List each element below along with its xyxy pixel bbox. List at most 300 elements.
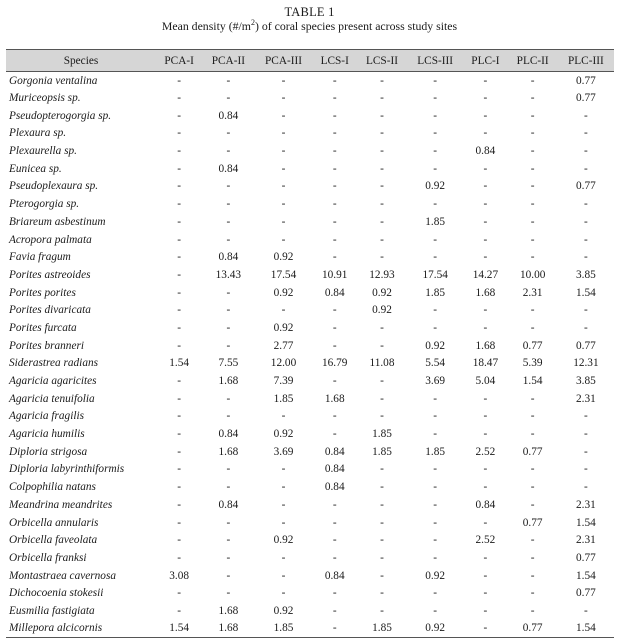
density-value-cell: -: [380, 587, 384, 600]
density-value-cell: 1.54: [169, 357, 190, 370]
density-value-cell: -: [332, 534, 337, 547]
density-value-cell: -: [530, 304, 535, 317]
species-name-cell: Plexaura sp.: [9, 127, 67, 140]
density-value-cell: -: [530, 551, 535, 564]
density-value-cell: -: [380, 180, 384, 193]
column-header-site: LCS-II: [357, 50, 407, 72]
density-value-cell: -: [226, 127, 231, 140]
density-value-cell: -: [226, 534, 231, 547]
density-value-cell: 0.77: [576, 587, 596, 600]
density-value-cell: 1.54: [558, 620, 614, 638]
density-value-cell: 16.79: [322, 357, 348, 370]
density-value-cell: 0.92: [425, 339, 446, 352]
density-value-cell: 1.85: [273, 392, 294, 405]
density-value-cell: -: [177, 127, 182, 140]
density-value-cell: -: [226, 463, 231, 476]
density-value-cell: 1.68: [218, 445, 239, 458]
table-row: [6, 461, 614, 479]
density-value-cell: -: [584, 145, 588, 158]
table-row: [6, 602, 614, 620]
table-row: [6, 408, 614, 426]
density-value-cell: -: [226, 286, 231, 299]
density-value-cell: -: [433, 534, 438, 547]
table-row: [6, 89, 614, 107]
density-value-cell: -: [433, 410, 438, 423]
density-value-cell: -: [584, 162, 588, 175]
density-value-cell: 5.54: [425, 357, 446, 370]
density-value-cell: -: [530, 428, 535, 441]
density-value-cell: 0.77: [522, 339, 543, 352]
density-value-cell: 0.84: [475, 145, 496, 158]
table-row: [6, 514, 614, 532]
density-value-cell: -: [281, 198, 286, 211]
density-value-cell: -: [380, 569, 384, 582]
density-value-cell: -: [177, 233, 182, 246]
density-value-cell: -: [483, 321, 488, 334]
density-value-cell: -: [380, 233, 384, 246]
density-value-cell: -: [483, 481, 488, 494]
density-value-cell: 0.84: [218, 251, 239, 264]
density-value-cell: -: [332, 198, 337, 211]
density-value-cell: -: [584, 215, 588, 228]
density-value-cell: -: [483, 215, 488, 228]
table-row: [6, 355, 614, 373]
table-row: [6, 301, 614, 319]
density-value-cell: -: [530, 534, 535, 547]
density-value-cell: -: [281, 162, 286, 175]
density-value-cell: -: [530, 198, 535, 211]
density-value-cell: 0.84: [475, 498, 496, 511]
density-value-cell: -: [281, 551, 286, 564]
density-value-cell: -: [380, 198, 384, 211]
species-name-cell: Orbicella annularis: [9, 516, 99, 529]
density-value-cell: -: [530, 180, 535, 193]
density-value-cell: -: [483, 463, 488, 476]
density-value-cell: 10.00: [519, 268, 546, 281]
density-value-cell: -: [530, 481, 535, 494]
table-row: [6, 496, 614, 514]
density-value-cell: 1.68: [218, 604, 239, 617]
density-value-cell: -: [313, 620, 357, 638]
density-value-cell: -: [380, 498, 384, 511]
density-value-cell: -: [433, 74, 438, 87]
density-value-cell: 0.84: [324, 569, 345, 582]
density-value-cell: 0.77: [576, 74, 596, 87]
density-value-cell: 1.68: [324, 392, 345, 405]
density-value-cell: -: [177, 321, 182, 334]
density-value-cell: -: [530, 127, 535, 140]
density-value-cell: -: [177, 162, 182, 175]
density-value-cell: 2.31: [522, 286, 543, 299]
species-name-cell: Eunicea sp.: [9, 162, 62, 175]
density-value-cell: -: [433, 428, 438, 441]
density-value-cell: -: [332, 251, 337, 264]
density-value-cell: -: [281, 481, 286, 494]
species-name-cell: Siderastrea radians: [9, 357, 99, 370]
density-value-cell: 3.08: [169, 569, 190, 582]
density-value-cell: -: [177, 251, 182, 264]
density-value-cell: -: [483, 551, 488, 564]
density-value-cell: -: [483, 587, 488, 600]
density-value-cell: -: [177, 392, 182, 405]
density-value-cell: 2.31: [576, 534, 596, 547]
table-row: [6, 125, 614, 143]
density-value-cell: -: [584, 109, 588, 122]
density-value-cell: 0.92: [273, 604, 294, 617]
density-value-cell: -: [483, 392, 488, 405]
density-value-cell: 2.31: [576, 498, 596, 511]
density-value-cell: -: [483, 198, 488, 211]
density-value-cell: -: [530, 410, 535, 423]
density-value-cell: -: [530, 498, 535, 511]
density-value-cell: 1.54: [576, 516, 596, 529]
table-row: [6, 584, 614, 602]
density-value-cell: -: [380, 74, 384, 87]
density-value-cell: -: [332, 162, 337, 175]
density-value-cell: -: [226, 339, 231, 352]
table-title-superscript: 2: [250, 18, 255, 28]
density-value-cell: -: [530, 463, 535, 476]
species-name-cell: Diploria strigosa: [9, 445, 88, 458]
density-value-cell: 3.69: [273, 445, 294, 458]
density-value-cell: -: [226, 215, 231, 228]
density-value-cell: -: [380, 604, 384, 617]
density-value-cell: 2.52: [475, 534, 496, 547]
density-value-cell: -: [332, 145, 337, 158]
density-value-cell: -: [380, 145, 384, 158]
density-value-cell: -: [332, 587, 337, 600]
density-value-cell: 1.54: [156, 620, 202, 638]
density-value-cell: 0.84: [218, 498, 239, 511]
density-value-cell: -: [281, 215, 286, 228]
density-value-cell: 0.92: [273, 321, 294, 334]
table-row: [6, 337, 614, 355]
density-value-cell: -: [226, 481, 231, 494]
density-value-cell: -: [584, 127, 588, 140]
density-value-cell: -: [332, 428, 337, 441]
density-value-cell: -: [332, 375, 337, 388]
table-title: [0, 19, 619, 33]
density-value-cell: -: [380, 551, 384, 564]
density-value-cell: -: [177, 304, 182, 317]
density-value-cell: -: [226, 410, 231, 423]
density-value-cell: -: [281, 180, 286, 193]
density-value-cell: 0.77: [576, 92, 596, 105]
density-value-cell: 0.84: [218, 109, 239, 122]
density-value-cell: 0.84: [324, 445, 345, 458]
table-title-text-end: ) of coral species present across study sites: [254, 19, 458, 33]
density-value-cell: -: [433, 498, 438, 511]
density-value-cell: -: [483, 569, 488, 582]
density-value-cell: -: [584, 428, 588, 441]
species-name-cell: Acropora palmata: [9, 233, 92, 246]
density-value-cell: -: [483, 233, 488, 246]
density-value-cell: -: [433, 109, 438, 122]
density-value-cell: -: [584, 604, 588, 617]
density-value-cell: 7.55: [218, 357, 239, 370]
density-value-cell: -: [332, 215, 337, 228]
density-value-cell: 7.39: [273, 375, 294, 388]
density-value-cell: -: [433, 321, 438, 334]
density-value-cell: -: [433, 551, 438, 564]
column-header-site: PLC-I: [463, 50, 507, 72]
density-value-cell: -: [433, 233, 438, 246]
density-value-cell: -: [332, 180, 337, 193]
density-value-cell: 1.68: [202, 620, 254, 638]
density-value-cell: -: [177, 534, 182, 547]
density-value-cell: 0.84: [324, 481, 345, 494]
density-value-cell: -: [177, 410, 182, 423]
density-value-cell: -: [177, 339, 182, 352]
column-header-site: PLC-II: [508, 50, 558, 72]
species-name-cell: Dichocoenia stokesii: [9, 587, 104, 600]
density-value-cell: -: [226, 551, 231, 564]
species-name-cell: Orbicella faveolata: [9, 534, 98, 547]
density-value-cell: -: [530, 109, 535, 122]
density-value-cell: -: [380, 92, 384, 105]
density-value-cell: -: [530, 321, 535, 334]
density-value-cell: -: [226, 516, 231, 529]
density-value-cell: 13.43: [215, 268, 242, 281]
density-value-cell: 0.77: [508, 620, 558, 638]
density-value-cell: -: [483, 180, 488, 193]
table-row: [6, 372, 614, 390]
density-value-cell: 0.92: [273, 428, 294, 441]
density-value-cell: 14.27: [472, 268, 499, 281]
species-name-cell: Meandrina meandrites: [9, 498, 113, 511]
density-value-cell: -: [332, 410, 337, 423]
density-value-cell: -: [332, 321, 337, 334]
density-value-cell: -: [177, 268, 182, 281]
density-value-cell: 0.84: [218, 162, 239, 175]
density-value-cell: -: [483, 92, 488, 105]
density-value-cell: -: [433, 92, 438, 105]
density-value-cell: 0.77: [576, 551, 596, 564]
density-value-cell: -: [380, 463, 384, 476]
density-value-cell: 0.92: [425, 569, 446, 582]
density-value-cell: 1.54: [576, 286, 596, 299]
species-name-cell: Muriceopsis sp.: [9, 92, 81, 105]
density-value-cell: -: [433, 604, 438, 617]
density-value-cell: -: [584, 463, 588, 476]
species-name-cell: Montastraea cavernosa: [9, 569, 116, 582]
density-value-cell: -: [332, 109, 337, 122]
density-value-cell: -: [530, 92, 535, 105]
density-value-cell: -: [281, 233, 286, 246]
density-value-cell: 3.69: [425, 375, 446, 388]
density-value-cell: 1.85: [254, 620, 312, 638]
density-value-cell: -: [483, 127, 488, 140]
species-name-cell: Porites divaricata: [9, 304, 91, 317]
density-value-cell: -: [530, 74, 535, 87]
density-value-cell: -: [226, 392, 231, 405]
density-value-cell: -: [433, 516, 438, 529]
density-value-cell: -: [433, 127, 438, 140]
density-value-cell: -: [281, 127, 286, 140]
density-value-cell: -: [380, 215, 384, 228]
density-value-cell: -: [332, 516, 337, 529]
density-value-cell: -: [584, 251, 588, 264]
density-value-cell: -: [332, 604, 337, 617]
table-row: [6, 160, 614, 178]
species-name-cell: Pseudopterogorgia sp.: [9, 109, 112, 122]
density-value-cell: -: [483, 604, 488, 617]
density-value-cell: -: [433, 162, 438, 175]
header-row: [6, 50, 614, 72]
density-value-cell: -: [530, 569, 535, 582]
density-value-cell: -: [380, 321, 384, 334]
density-value-cell: -: [177, 481, 182, 494]
density-value-cell: -: [483, 251, 488, 264]
species-name-cell: Agaricia humilis: [9, 428, 85, 441]
column-header-site: LCS-I: [313, 50, 357, 72]
density-value-cell: -: [177, 198, 182, 211]
table-row: [6, 107, 614, 125]
species-name-cell: Diploria labyrinthiformis: [9, 463, 125, 476]
density-value-cell: -: [433, 481, 438, 494]
column-header-site: PLC-III: [558, 50, 614, 72]
table-row: [6, 72, 614, 90]
density-value-cell: -: [380, 516, 384, 529]
density-value-cell: 1.85: [357, 620, 407, 638]
species-name-cell: Porites porites: [9, 286, 76, 299]
density-value-cell: -: [332, 233, 337, 246]
species-name-cell: Orbicella franksi: [9, 551, 87, 564]
density-value-cell: 1.68: [218, 375, 239, 388]
table-row: [6, 319, 614, 337]
table-body: [6, 72, 614, 638]
density-value-cell: -: [177, 92, 182, 105]
density-value-cell: 1.85: [372, 445, 392, 458]
density-value-cell: -: [177, 428, 182, 441]
density-value-cell: -: [226, 304, 231, 317]
density-value-cell: 0.92: [372, 286, 392, 299]
density-value-cell: 0.92: [425, 180, 446, 193]
table-row: [6, 284, 614, 302]
density-value-cell: -: [226, 180, 231, 193]
density-value-cell: -: [281, 587, 286, 600]
density-value-cell: 1.54: [576, 569, 596, 582]
density-value-cell: -: [177, 109, 182, 122]
column-header-site: PCA-I: [156, 50, 202, 72]
density-value-cell: -: [380, 481, 384, 494]
table-row: [6, 266, 614, 284]
density-value-cell: -: [483, 428, 488, 441]
density-value-cell: -: [530, 233, 535, 246]
table-row: [6, 231, 614, 249]
density-value-cell: 0.92: [372, 304, 392, 317]
table-row: [6, 567, 614, 585]
density-value-cell: 17.54: [270, 268, 297, 281]
density-value-cell: -: [281, 498, 286, 511]
density-value-cell: 1.85: [425, 286, 446, 299]
table-row: [6, 178, 614, 196]
density-value-cell: -: [530, 145, 535, 158]
density-value-cell: -: [332, 74, 337, 87]
density-value-cell: 12.00: [270, 357, 297, 370]
density-value-cell: -: [584, 481, 588, 494]
density-value-cell: 5.04: [475, 375, 496, 388]
density-value-cell: -: [380, 410, 384, 423]
table-row: [6, 248, 614, 266]
density-value-cell: 0.84: [324, 463, 345, 476]
species-name-cell: Agaricia fragilis: [9, 410, 85, 423]
density-value-cell: 0.77: [522, 516, 543, 529]
density-value-cell: -: [584, 410, 588, 423]
table-row: [6, 478, 614, 496]
density-value-cell: -: [433, 392, 438, 405]
density-value-cell: -: [226, 92, 231, 105]
species-name-cell: Favia fragum: [9, 251, 71, 264]
density-value-cell: 3.85: [576, 268, 596, 281]
column-header-species: Species: [6, 50, 156, 72]
density-value-cell: -: [433, 145, 438, 158]
density-value-cell: 0.84: [324, 286, 345, 299]
density-value-cell: -: [226, 569, 231, 582]
density-value-cell: -: [584, 198, 588, 211]
density-value-cell: -: [332, 127, 337, 140]
density-value-cell: -: [281, 410, 286, 423]
species-name-cell: Gorgonia ventalina: [9, 74, 98, 87]
density-value-cell: -: [281, 145, 286, 158]
column-header-site: LCS-III: [407, 50, 463, 72]
density-value-cell: 0.92: [407, 620, 463, 638]
density-value-cell: 17.54: [422, 268, 448, 281]
density-value-cell: -: [584, 321, 588, 334]
density-value-cell: -: [281, 304, 286, 317]
density-value-cell: 1.54: [522, 375, 543, 388]
table-row: [6, 142, 614, 160]
density-value-cell: 12.93: [369, 268, 395, 281]
species-name-cell: Millepora alcicornis: [6, 620, 156, 638]
density-value-cell: -: [483, 516, 488, 529]
density-value-cell: -: [281, 516, 286, 529]
density-value-cell: 1.85: [372, 428, 392, 441]
density-value-cell: -: [380, 339, 384, 352]
density-value-cell: -: [226, 198, 231, 211]
density-value-cell: -: [226, 321, 231, 334]
density-value-cell: -: [332, 92, 337, 105]
table-row: [6, 195, 614, 213]
species-name-cell: Briareum asbestinum: [9, 215, 106, 228]
species-name-cell: Porites furcata: [9, 321, 77, 334]
density-value-cell: -: [380, 534, 384, 547]
density-value-cell: -: [584, 304, 588, 317]
density-value-cell: -: [177, 498, 182, 511]
table-row: [6, 425, 614, 443]
density-value-cell: 10.91: [322, 268, 348, 281]
density-value-cell: -: [281, 569, 286, 582]
density-value-cell: -: [433, 304, 438, 317]
density-value-cell: -: [584, 233, 588, 246]
density-value-cell: -: [483, 74, 488, 87]
species-name-cell: Porites branneri: [9, 339, 84, 352]
table-label: TABLE 1: [284, 5, 335, 19]
density-value-cell: -: [177, 375, 182, 388]
density-value-cell: 0.77: [576, 339, 596, 352]
density-value-cell: -: [281, 92, 286, 105]
density-value-cell: 1.68: [475, 286, 496, 299]
density-value-cell: 2.77: [273, 339, 294, 352]
density-value-cell: -: [530, 392, 535, 405]
density-value-cell: -: [530, 215, 535, 228]
density-value-cell: -: [483, 410, 488, 423]
density-value-cell: -: [177, 445, 182, 458]
density-value-cell: -: [483, 304, 488, 317]
density-value-cell: -: [433, 463, 438, 476]
density-value-cell: -: [380, 392, 384, 405]
density-value-cell: -: [380, 162, 384, 175]
